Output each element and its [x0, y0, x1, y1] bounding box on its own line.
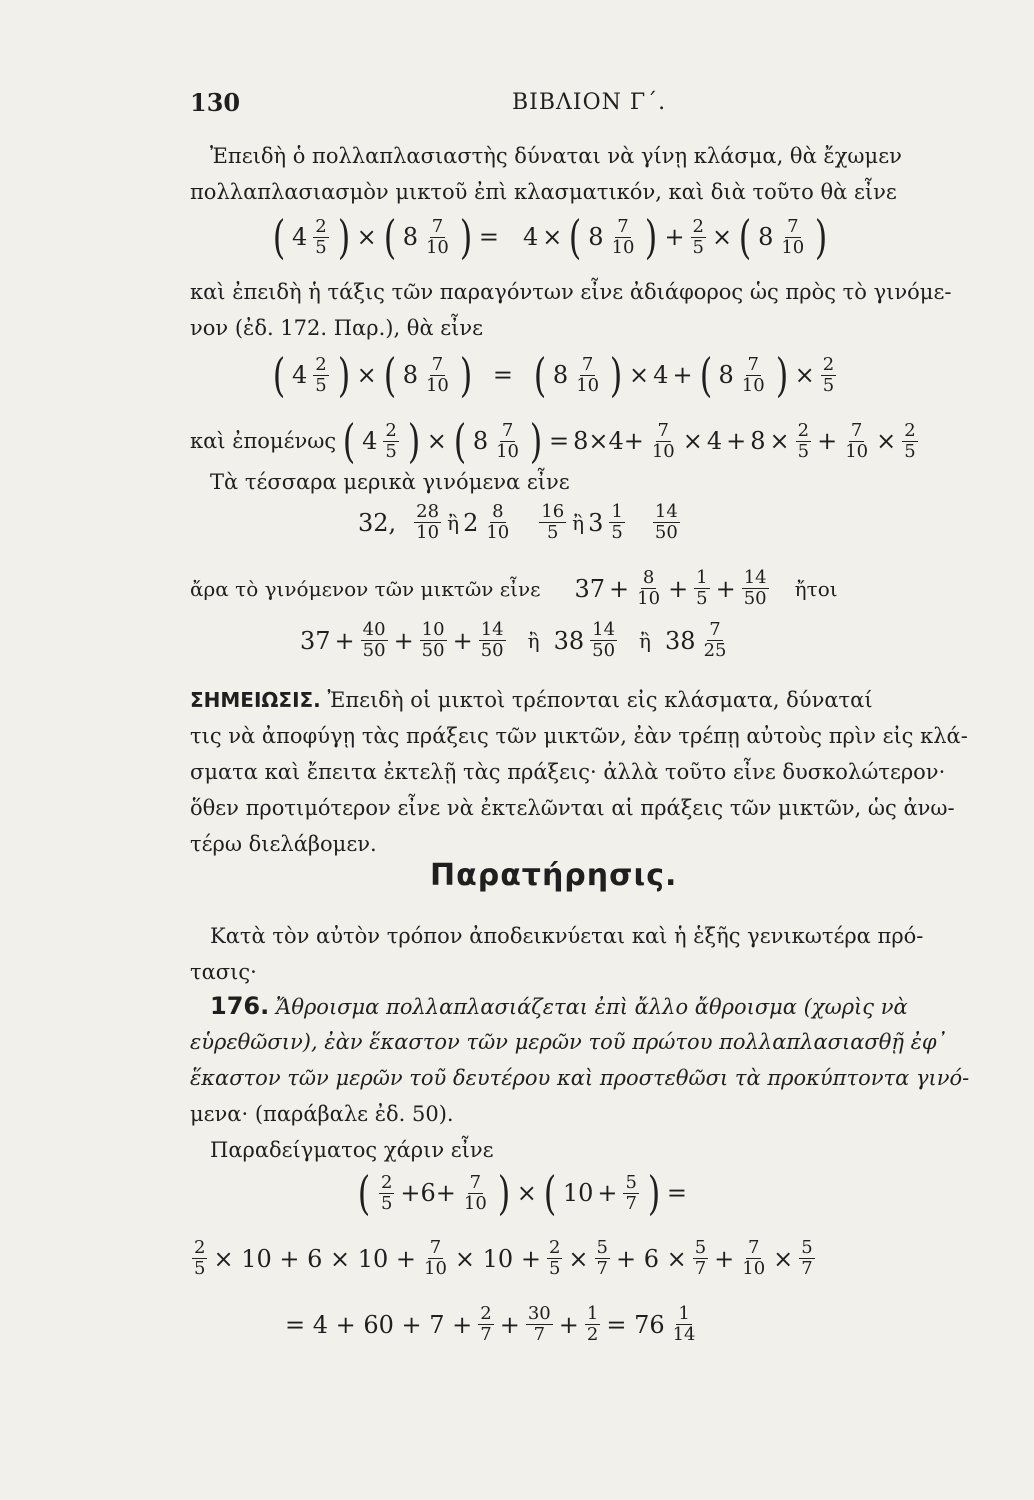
expression: = 76	[606, 1310, 665, 1339]
text-line: Ἐπειδὴ ὁ πολλαπλασιαστὴς δύναται νὰ γίνῃ κλάσμα, θὰ ἔχωμεν	[210, 144, 902, 168]
operator: +	[597, 1179, 618, 1207]
fraction: $\frac{2}{5}$	[385, 419, 397, 462]
paren: )	[645, 210, 658, 264]
integer: 8	[588, 223, 604, 251]
fraction: $\frac{7}{10}$	[496, 419, 519, 462]
fraction: $\frac{2}{5}$	[692, 215, 704, 258]
fraction: $\frac{14}{50}$	[592, 619, 616, 661]
integer: 37	[300, 626, 331, 655]
fraction: $\frac{10}{50}$	[421, 619, 445, 661]
fraction: $\frac{8}{10}$	[637, 567, 661, 609]
fraction: $\frac{2}{7}$	[480, 1303, 492, 1345]
paren: )	[459, 348, 473, 402]
partial-products	[358, 502, 682, 543]
integer: 4	[291, 223, 308, 251]
paren: (	[383, 210, 397, 264]
fraction: $\frac{7}{10}$	[742, 1237, 766, 1279]
operator: +	[609, 574, 630, 603]
fraction: $\frac{8}{10}$	[486, 501, 510, 543]
paren: )	[814, 210, 828, 264]
example-equation-3	[285, 1304, 700, 1345]
integer: 38	[553, 626, 585, 655]
fraction: $\frac{14}{50}$	[743, 567, 767, 609]
paren: (	[569, 210, 582, 264]
sum-line	[190, 568, 838, 609]
fraction: $\frac{7}{10}$	[845, 419, 869, 462]
paren: )	[337, 348, 350, 402]
integer: 4	[291, 361, 308, 389]
fraction: $\frac{5}{7}$	[625, 1171, 637, 1214]
operator: ×	[356, 361, 377, 389]
operator: +	[393, 626, 414, 655]
operator: =	[492, 361, 513, 389]
operator: ×	[629, 361, 650, 389]
word: ἢ	[639, 628, 652, 653]
note-line: τέρω διελάβομεν.	[190, 832, 377, 856]
text-line: Κατὰ τὸν αὐτὸν τρόπον ἀποδεικνύεται καὶ ἡ ἑξῆς γενικωτέρα πρό-	[210, 924, 924, 948]
page-number: 130	[190, 88, 241, 117]
fraction: $\frac{2}{5}$	[822, 353, 835, 396]
equation-2	[270, 348, 838, 402]
fraction: $\frac{2}{5}$	[194, 1237, 206, 1279]
fraction: $\frac{5}{7}$	[596, 1237, 608, 1279]
proposition-number: 176.	[210, 992, 270, 1020]
word: ἢ	[572, 510, 585, 535]
paren: )	[609, 348, 623, 402]
example-equation-1	[355, 1166, 687, 1220]
paren: )	[497, 1166, 511, 1220]
operator: +	[668, 574, 689, 603]
page-header	[190, 88, 950, 122]
proposition-line: εὑρεθῶσιν), ἐὰν ἕκαστον τῶν μερῶν τοῦ πρώτου πολλαπλασιασθῇ ἐφ᾽	[190, 1030, 948, 1054]
integer: 8	[758, 223, 774, 251]
operator: ×	[712, 223, 733, 251]
fraction: $\frac{5}{7}$	[801, 1237, 813, 1279]
operator: ×	[769, 427, 790, 455]
integer: 2	[463, 508, 479, 537]
operator: +	[499, 1310, 520, 1339]
expression: + 6 ×	[615, 1244, 687, 1273]
integer: 4	[706, 427, 723, 455]
operator: +	[714, 1244, 735, 1273]
paren: )	[337, 210, 350, 264]
fraction: $\frac{7}{25}$	[703, 619, 727, 661]
expression: +6+	[400, 1179, 456, 1207]
paren: (	[738, 210, 752, 264]
proposition-line: μενα· (παράβαλε ἐδ. 50).	[190, 1102, 454, 1126]
fraction: $\frac{7}{10}$	[463, 1171, 487, 1214]
paren: (	[272, 210, 286, 264]
operator: ×	[773, 1244, 794, 1273]
equation-prefix: καὶ ἐπομένως	[190, 429, 337, 453]
fraction: $\frac{5}{7}$	[694, 1237, 707, 1279]
operator: +	[664, 223, 685, 251]
operator: +	[334, 626, 355, 655]
operator: +	[558, 1310, 579, 1339]
fraction: $\frac{14}{50}$	[654, 501, 678, 543]
operator: ×	[794, 361, 815, 389]
equation-1	[270, 210, 830, 264]
fraction: $\frac{7}{10}$	[651, 419, 675, 462]
word: ἢ	[527, 628, 540, 653]
proposition-line	[210, 990, 970, 1023]
fraction: $\frac{14}{50}$	[480, 619, 504, 661]
paren: )	[775, 348, 788, 402]
integer: 8	[750, 427, 766, 455]
integer: 8	[718, 361, 734, 389]
fraction: $\frac{2}{5}$	[797, 419, 810, 462]
operator: ×	[516, 1179, 537, 1207]
word: ἤτοι	[794, 576, 838, 601]
note-heading: ΣΗΜΕΙΩΣΙΣ.	[190, 688, 321, 712]
final-result	[300, 620, 730, 661]
integer: 4	[522, 223, 539, 251]
paren: )	[407, 414, 421, 468]
integer: 10	[562, 1179, 594, 1207]
fraction: $\frac{2}{5}$	[315, 353, 327, 396]
fraction: $\frac{2}{5}$	[380, 1171, 393, 1214]
integer: 37	[574, 574, 606, 603]
operator: ×	[542, 223, 563, 251]
paren: (	[272, 348, 286, 402]
paren: (	[342, 414, 356, 468]
integer: 8	[552, 361, 569, 389]
operator: +	[817, 427, 838, 455]
word: ἢ	[447, 510, 460, 535]
fraction: $\frac{30}{7}$	[527, 1303, 551, 1345]
fraction: $\frac{2}{5}$	[315, 215, 327, 258]
fraction: $\frac{7}{10}$	[781, 215, 805, 258]
paren: (	[383, 348, 397, 402]
text-line: νον (ἐδ. 172. Παρ.), θὰ εἶνε	[190, 316, 484, 340]
text-line: Τὰ τέσσαρα μερικὰ γινόμενα εἶνε	[210, 470, 570, 494]
note-line	[190, 684, 950, 716]
paren: (	[453, 414, 467, 468]
operator: ×	[682, 427, 703, 455]
expression: × 10 +	[454, 1244, 541, 1273]
operator: ×	[568, 1244, 589, 1273]
proposition-text: Ἄθροισμα πολλαπλασιάζεται ἐπὶ ἄλλο ἄθροισμα (χωρὶς νὰ	[275, 995, 908, 1019]
expression: × 10 + 6 × 10 +	[213, 1244, 417, 1273]
text-line: Παραδείγματος χάριν εἶνε	[210, 1138, 494, 1162]
text-line: πολλαπλασιασμὸν μικτοῦ ἐπὶ κλασματικόν, καὶ διὰ τοῦτο θὰ εἶνε	[190, 180, 897, 204]
fraction: $\frac{7}{10}$	[425, 353, 449, 396]
fraction: $\frac{7}{10}$	[576, 353, 600, 396]
operator: =	[548, 427, 570, 455]
expression: = 4 + 60 + 7 +	[285, 1310, 473, 1339]
operator: ×	[876, 427, 897, 455]
operator: +	[672, 361, 693, 389]
expression: 8×4+	[573, 427, 644, 455]
integer: 3	[588, 508, 604, 537]
note-line: τις νὰ ἀποφύγῃ τὰς πράξεις τῶν μικτῶν, ἐὰν τρέπῃ αὐτοὺς πρὶν εἰς κλά-	[190, 724, 968, 748]
integer: 4	[362, 427, 378, 455]
fraction: $\frac{2}{5}$	[904, 419, 916, 462]
operator: +	[452, 626, 473, 655]
paren: (	[543, 1166, 557, 1220]
paren: (	[533, 348, 547, 402]
fraction: $\frac{2}{5}$	[548, 1237, 561, 1279]
paren: (	[357, 1166, 371, 1220]
note-line: ὅθεν προτιμότερον εἶνε νὰ ἐκτελῶνται αἱ πράξεις τῶν μικτῶν, ὡς ἀνω-	[190, 796, 955, 820]
integer: 8	[402, 223, 418, 251]
paren: )	[459, 210, 473, 264]
operator: ×	[356, 223, 377, 251]
note-line: σματα καὶ ἔπειτα ἐκτελῇ τὰς πράξεις· ἀλλὰ τοῦτο εἶνε δυσκολώτερον·	[190, 760, 946, 784]
integer: 8	[402, 361, 418, 389]
operator: =	[666, 1179, 687, 1207]
fraction: $\frac{1}{5}$	[696, 567, 708, 609]
equation-3	[190, 414, 920, 468]
fraction: $\frac{7}{10}$	[741, 353, 765, 396]
text-line: καὶ ἐπειδὴ ἡ τάξις τῶν παραγόντων εἶνε ἀδιάφορος ὡς πρὸς τὸ γινόμε-	[190, 280, 952, 304]
fraction: $\frac{28}{10}$	[416, 501, 440, 543]
fraction: $\frac{7}{10}$	[611, 215, 635, 258]
integer: 8	[472, 427, 489, 455]
value: 32,	[358, 508, 397, 537]
section-title: Παρατήρησις.	[430, 858, 678, 893]
proposition-line: ἕκαστον τῶν μερῶν τοῦ δευτέρου καὶ προστεθῶσι τὰ προκύπτοντα γινό-	[190, 1066, 970, 1090]
integer: 38	[665, 626, 696, 655]
fraction: $\frac{16}{5}$	[541, 501, 565, 543]
operator: ×	[426, 427, 447, 455]
note-text: Ἐπειδὴ οἱ μικτοὶ τρέπονται εἰς κλάσματα, δύναταί	[327, 688, 873, 712]
paren: (	[699, 348, 712, 402]
paren: )	[647, 1166, 661, 1220]
fraction: $\frac{1}{5}$	[611, 501, 623, 543]
fraction: $\frac{1}{14}$	[672, 1303, 696, 1345]
running-title: ΒΙΒΛΙΟΝ Γ΄.	[512, 90, 667, 115]
operator: +	[715, 574, 736, 603]
operator: +	[726, 427, 747, 455]
paren: )	[529, 414, 543, 468]
example-equation-2	[190, 1238, 817, 1279]
integer: 4	[653, 361, 669, 389]
operator: =	[478, 223, 499, 251]
fraction: $\frac{7}{10}$	[425, 215, 449, 258]
fraction: $\frac{7}{10}$	[424, 1237, 447, 1279]
fraction: $\frac{40}{50}$	[362, 619, 386, 661]
fraction: $\frac{1}{2}$	[586, 1303, 599, 1345]
text: ἄρα τὸ γινόμενον τῶν μικτῶν εἶνε	[190, 576, 541, 601]
text-line: τασις·	[190, 960, 257, 984]
